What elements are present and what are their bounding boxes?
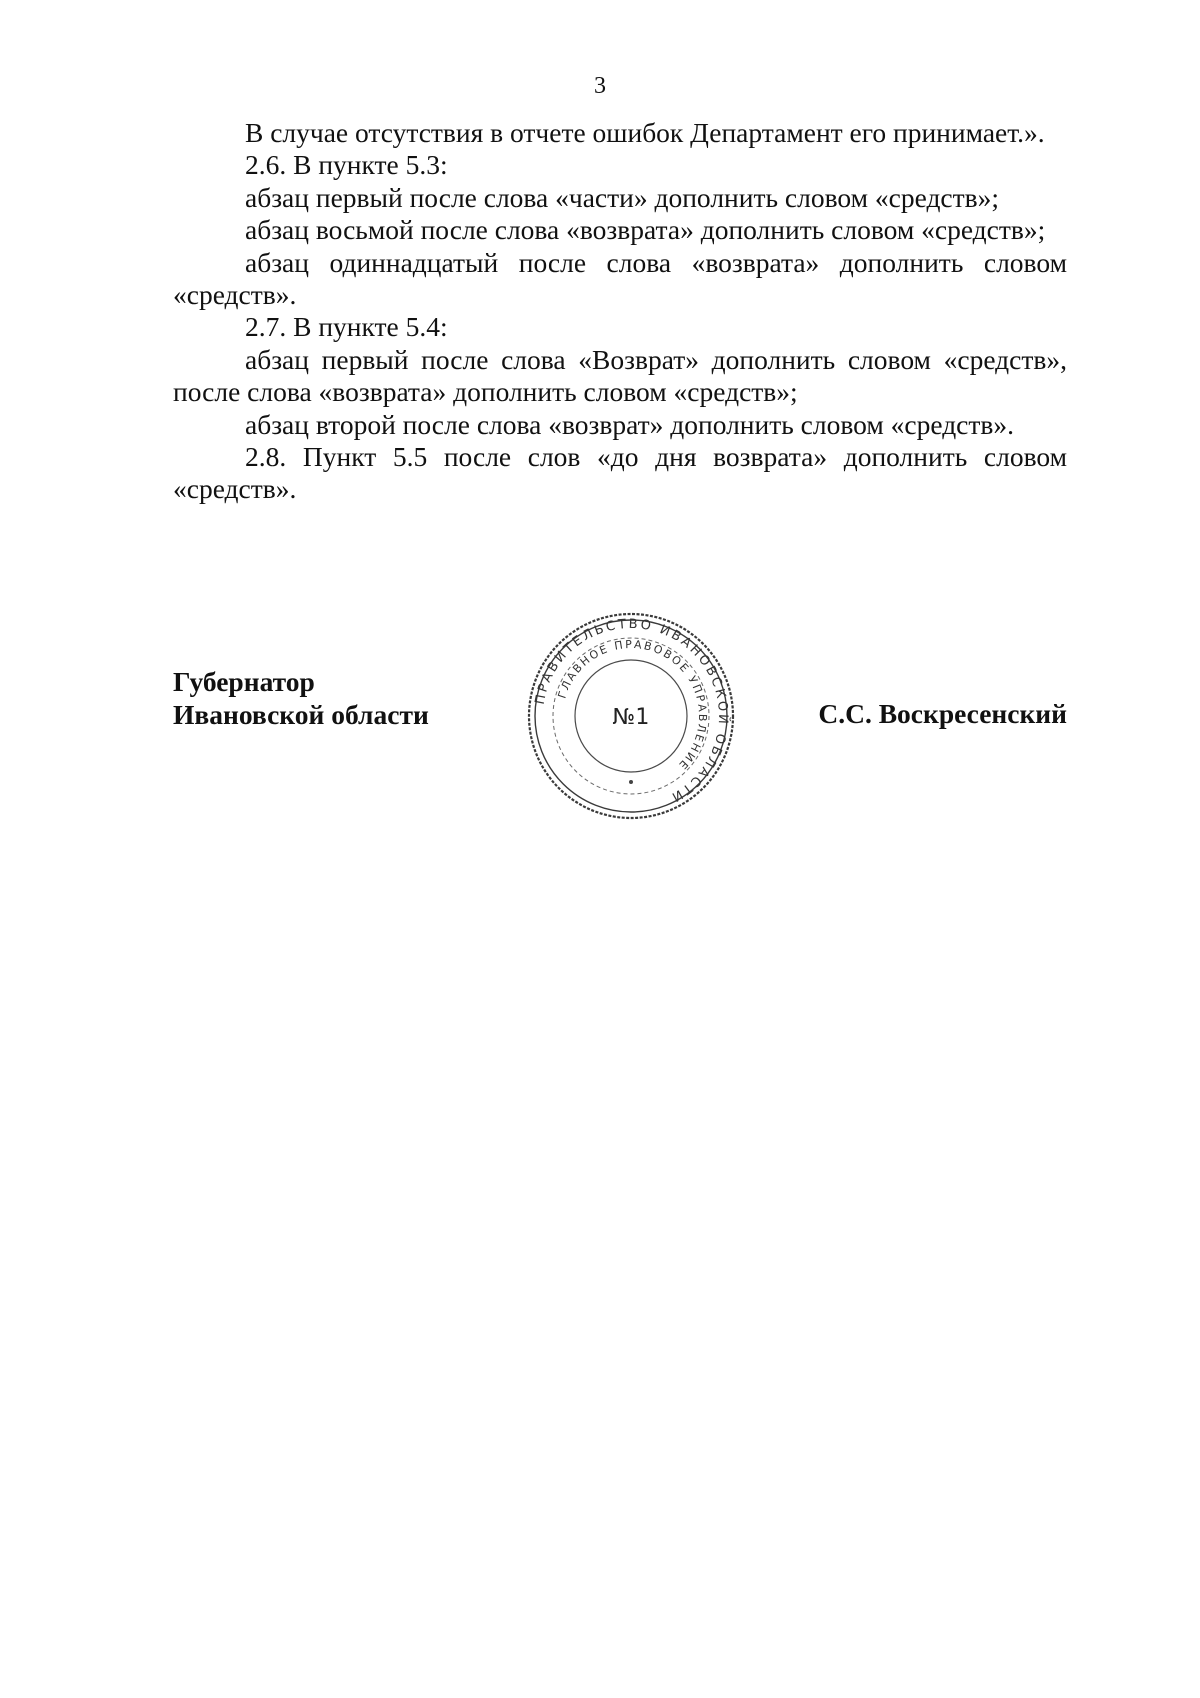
paragraph-no-errors: В случае отсутствия в отчете ошибок Департамент его принимает.». — [245, 117, 1045, 148]
signatory-name: С.С. Воскресенский — [818, 698, 1067, 729]
seal-number: №1 — [612, 705, 650, 730]
page-number: 3 — [594, 73, 606, 99]
paragraph-5-4-second: абзац второй после слова «возврат» дополнить словом «средств». — [245, 408, 1015, 440]
paragraph-5-3-eleventh: абзац одиннадцатый после слова «возврата» дополнить словом «средств». — [173, 246, 1067, 311]
signatory-title — [173, 666, 429, 731]
paragraph-item-2-6: 2.6. В пункте 5.3: — [245, 149, 448, 181]
signatory-title-line1: Губернатор — [173, 666, 315, 697]
paragraph-5-4-first: абзац первый после слова «Возврат» дополнить словом «средств», после слова «возврата» дополнить словом «средств»; — [173, 343, 1067, 408]
seal-inner-text: ГЛАВНОЕ ПРАВОВОЕ УПРАВЛЕНИЕ — [555, 637, 710, 773]
paragraph-5-3-first: абзац первый после слова «части» дополнить словом «средств»; — [245, 181, 1000, 213]
document-body — [173, 117, 1067, 506]
seal-outer-text: ПРАВИТЕЛЬСТВО ИВАНОВСКОЙ ОБЛАСТИ — [532, 616, 731, 806]
official-seal-stamp — [522, 612, 740, 820]
paragraph-item-2-7: 2.7. В пункте 5.4: — [245, 311, 448, 343]
signatory-title-line2: Ивановской области — [173, 698, 429, 730]
paragraph-item-2-8: 2.8. Пункт 5.5 после слов «до дня возврата» дополнить словом «средств». — [173, 441, 1067, 505]
paragraph-5-3-eighth: абзац восьмой после слова «возврата» дополнить словом «средств»; — [245, 214, 1046, 246]
